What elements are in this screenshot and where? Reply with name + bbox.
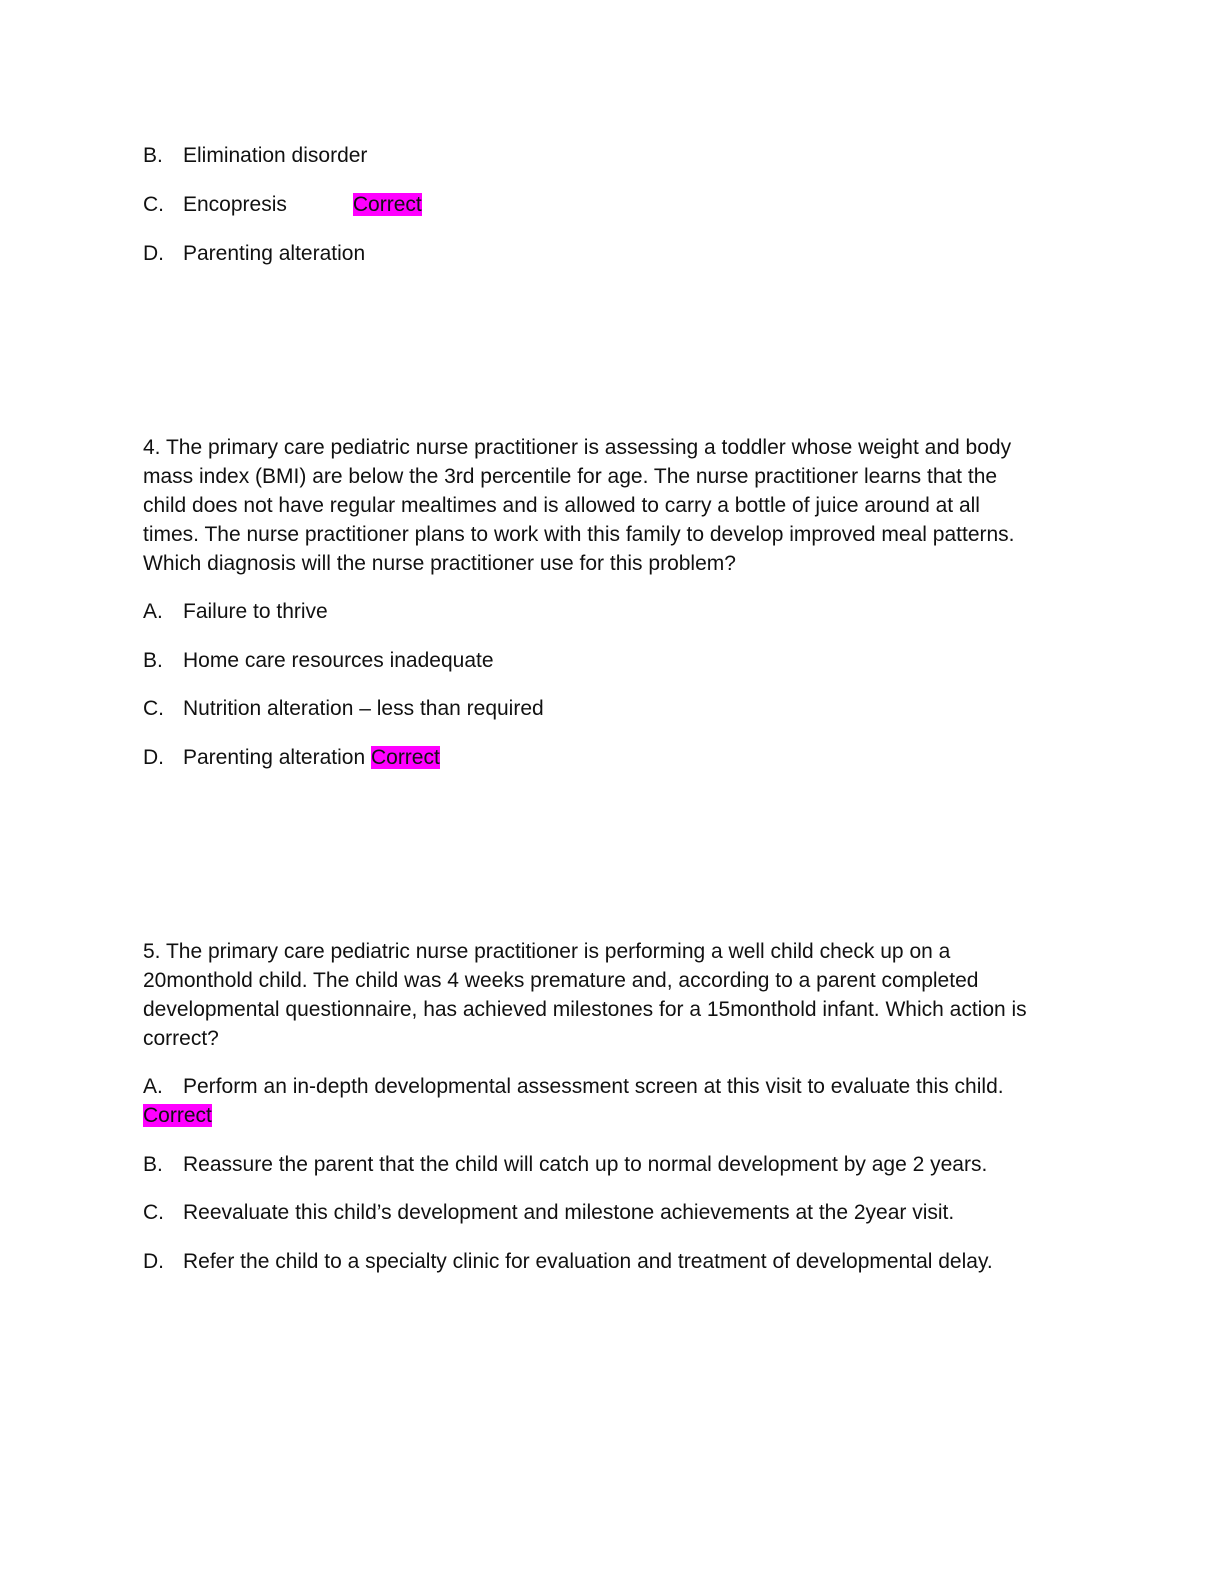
q3-option-c <box>143 190 422 219</box>
q4-option-a <box>143 597 328 626</box>
q5-stem-line: 20monthold child. The child was 4 weeks premature and, according to a parent completed <box>143 969 979 992</box>
q4-stem <box>143 433 1073 578</box>
q5-option-c <box>143 1198 954 1227</box>
option-text: Failure to thrive <box>183 600 328 623</box>
q4-option-b <box>143 646 494 675</box>
q5-option-a <box>143 1072 1004 1101</box>
option-letter: B. <box>143 649 163 672</box>
option-text: Parenting alteration <box>183 242 366 265</box>
option-letter: C. <box>143 697 164 720</box>
q4-stem-line: Which diagnosis will the nurse practitioner use for this problem? <box>143 552 736 575</box>
q4-stem-line: times. The nurse practitioner plans to work with this family to develop improved meal patterns. <box>143 523 1015 546</box>
q4-stem-line: mass index (BMI) are below the 3rd percentile for age. The nurse practitioner learns that the <box>143 465 998 488</box>
option-letter: C. <box>143 1201 164 1224</box>
q3-option-d <box>143 239 365 268</box>
option-letter: A. <box>143 1075 163 1098</box>
option-text: Refer the child to a specialty clinic for evaluation and treatment of developmental delay. <box>183 1250 993 1273</box>
q5-option-a-mark-line <box>143 1101 212 1130</box>
option-letter: D. <box>143 242 164 265</box>
option-text: Parenting alteration <box>183 746 366 769</box>
option-text: Perform an in-depth developmental assessment screen at this visit to evaluate this child. <box>183 1075 1004 1098</box>
q5-option-b <box>143 1150 987 1179</box>
option-letter: B. <box>143 1153 163 1176</box>
option-letter: D. <box>143 1250 164 1273</box>
correct-marker: Correct <box>352 193 422 216</box>
option-letter: D. <box>143 746 164 769</box>
option-letter: B. <box>143 144 163 167</box>
option-text: Reassure the parent that the child will catch up to normal development by age 2 years. <box>183 1153 988 1176</box>
q5-stem-line: correct? <box>143 1027 219 1050</box>
option-text: Encopresis <box>183 193 287 216</box>
option-letter: A. <box>143 600 163 623</box>
q4-option-c <box>143 694 544 723</box>
q5-stem-line: 5. The primary care pediatric nurse practitioner is performing a well child check up on a <box>143 940 951 963</box>
correct-marker: Correct <box>370 746 440 769</box>
q5-stem <box>143 937 1073 1053</box>
q5-option-d <box>143 1247 993 1276</box>
option-text: Nutrition alteration – less than required <box>183 697 544 720</box>
option-text: Reevaluate this child’s development and milestone achievements at the 2year visit. <box>183 1201 955 1224</box>
option-letter: C. <box>143 193 164 216</box>
q4-stem-line: child does not have regular mealtimes and is allowed to carry a bottle of juice around at all <box>143 494 980 517</box>
option-text: Elimination disorder <box>183 144 368 167</box>
correct-marker: Correct <box>143 1104 212 1127</box>
q4-option-d <box>143 743 440 772</box>
q5-stem-line: developmental questionnaire, has achieved milestones for a 15monthold infant. Which action is <box>143 998 1027 1021</box>
option-text: Home care resources inadequate <box>183 649 494 672</box>
q4-stem-line: 4. The primary care pediatric nurse practitioner is assessing a toddler whose weight and body <box>143 436 1012 459</box>
q3-option-b <box>143 141 367 170</box>
